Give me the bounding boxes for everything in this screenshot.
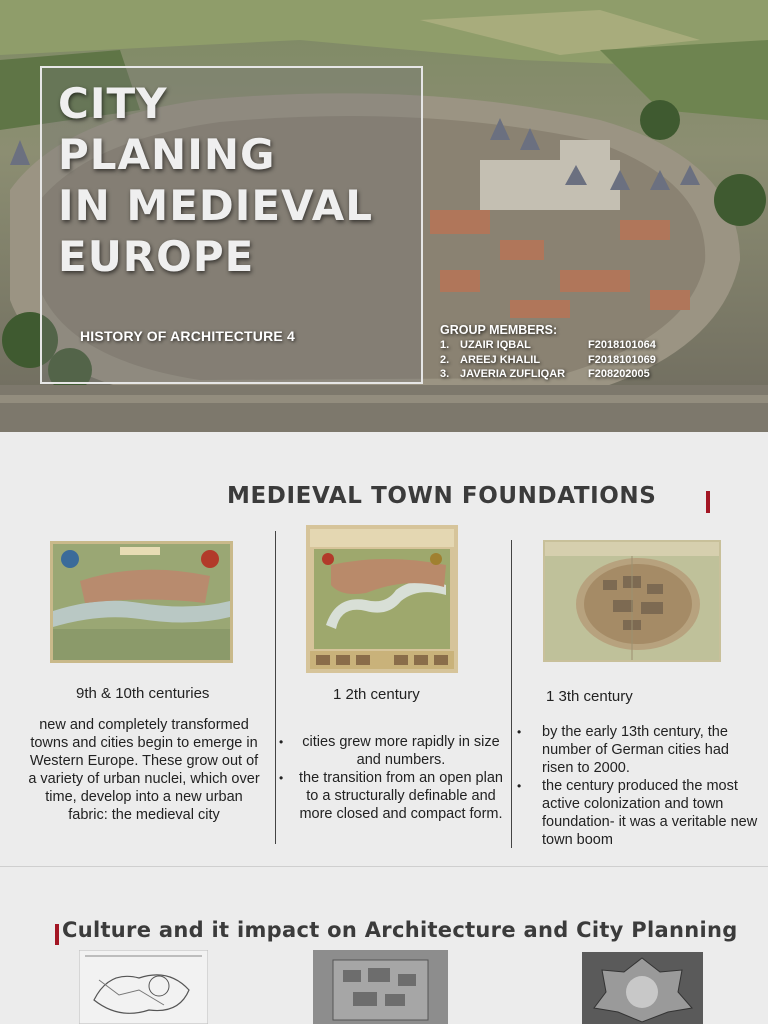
column-divider xyxy=(275,531,276,844)
list-item: • the transition from an open plan to a structurally definable and more closed and compact form. xyxy=(279,770,503,822)
member-item: 3. JAVERIA ZUFLIQAR F208202005 xyxy=(440,368,650,380)
hero-banner xyxy=(0,0,768,432)
london-map-image xyxy=(50,541,233,663)
list-item: • by the early 13th century, the number of German cities had risen to 2000. xyxy=(517,724,729,776)
column-text: new and completely transformed towns and cities begin to emerge in Western Europe. These grow out of a variety of urban nuclei, which over time, develop into a new urban fabric: the medieval city xyxy=(28,717,260,823)
accent-bar xyxy=(706,491,710,513)
section-divider xyxy=(0,866,768,867)
accent-bar xyxy=(55,924,59,945)
section-title-culture: Culture and it impact on Architecture and City Planning xyxy=(62,918,738,942)
aerial-town-image xyxy=(313,950,448,1024)
list-item: • the century produced the most active colonization and town foundation- it was a veritable new town boom xyxy=(517,778,758,848)
bullet-list xyxy=(517,723,762,849)
town-sketch-image xyxy=(79,950,208,1024)
section-title-foundations: MEDIEVAL TOWN FOUNDATIONS xyxy=(227,483,657,509)
page-title: CITY PLANING IN MEDIEVAL EUROPE xyxy=(58,79,373,281)
century-label: 1 3th century xyxy=(546,688,633,705)
city-plan-map-image xyxy=(306,525,458,673)
star-fort-image xyxy=(582,952,703,1024)
group-members-heading: GROUP MEMBERS: xyxy=(440,323,558,337)
member-item: 2. AREEJ KHALIL F2018101069 xyxy=(440,353,656,366)
century-label: 1 2th century xyxy=(333,686,420,703)
century-label: 9th & 10th centuries xyxy=(76,685,210,702)
member-item: 1. UZAIR IQBAL F2018101064 xyxy=(440,339,656,351)
member-list xyxy=(440,338,656,382)
course-name: HISTORY OF ARCHITECTURE 4 xyxy=(80,328,296,344)
walled-town-map-image xyxy=(543,540,721,662)
list-item: • cities grew more rapidly in size and numbers. xyxy=(279,734,500,768)
bullet-list xyxy=(279,733,505,823)
group-members xyxy=(440,323,656,382)
column-divider xyxy=(511,540,512,848)
